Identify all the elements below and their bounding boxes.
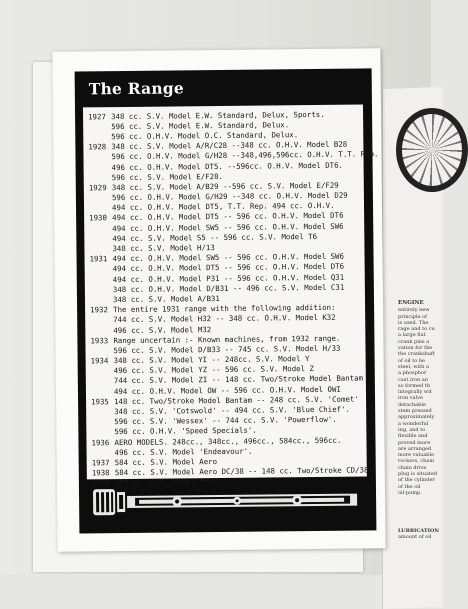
range-row-text: 496 cc. S.V. Model M32 [113,323,366,335]
range-row-text: 596 cc. S.V. 'Wessex' -- 744 cc. S.V. 'Powerflow'. [114,415,367,427]
range-row-year: 1927 [88,112,111,121]
range-row-year: 1936 [91,438,114,447]
range-row-text: 596 cc. S.V. Model E.W. Standard, Delux. [111,119,364,131]
range-row-year: 1931 [90,254,113,263]
facing-page-line: rage and to cu [398,326,438,332]
facing-page-line: flexible and [398,433,438,439]
facing-page-line: plug is situated [398,471,438,477]
range-row-text: 496 cc. S.V. Model YZ -- 596 cc. S.V. Model Z [114,364,367,376]
facing-footer-heading: LUBRICATION [398,528,438,534]
facing-page-line: integrally wit [398,389,438,395]
range-list [88,108,368,488]
facing-page-line: vation for the [398,345,438,351]
facing-page-line: proved more [398,440,438,446]
range-row-year: 1934 [91,356,114,365]
facing-page-line: rockers, chain [398,458,438,464]
range-row-text: 744 cc. S.V. Model ZI -- 148 cc. Two/Stroke Model Bantam [114,374,367,386]
motorcycle-wheel-illustration [396,108,468,192]
facing-page-line: principle of [398,314,438,320]
range-row-text: 494 cc. O.H.V. Model SW5 -- 596 cc. O.H.V. Model SW6 [113,252,366,264]
facing-page-line: a phosphor [398,370,438,376]
range-row-text: 596 cc. O.H.V. 'Speed Specials'. [114,425,367,437]
range-row-text: 494 cc. O.H.V. Model P31 -- 596 cc. O.H.V. Model Q31 [113,272,366,284]
range-row-text: 348 cc. S.V. 'Cotswold' -- 494 cc. S.V. 'Blue Chief'. [114,404,367,416]
range-row-year: 1937 [92,458,115,467]
facing-page-line: stem pressed [398,408,438,414]
facing-page-line: oil-pump. [398,490,438,496]
page-frame [75,68,377,533]
page-title: The Range [89,78,184,98]
range-row-text: 494 cc. O.H.V. Model SW5 -- 596 cc. O.H.V. Model SW6 [112,221,365,233]
facing-page-line: the crankshaft [398,351,438,357]
range-row-text: 148 cc. Two/Stroke Model Bantam -- 248 cc. S.V. 'Comet' [114,394,367,406]
facing-page-line: steel, with a [398,364,438,370]
facing-page-line: entirely new [398,307,438,313]
range-row-text: 596 cc. O.H.V. Model G/H28 --348,496,596cc. O.H.V. T.T. Rep. [111,150,378,162]
facing-page-line: chain drive [398,465,438,471]
range-list-panel [83,104,367,479]
facing-page-line: a wonderful [398,421,438,427]
facing-page-line: crank pins a [398,339,438,345]
range-row-text: AERO MODELS. 248cc., 348cc., 496cc., 584cc., 596cc. [114,435,367,447]
range-row-year: 1930 [89,214,112,223]
engine-parts-illustration [87,480,367,521]
range-row-text: 596 cc. S.V. Model D/B33 -- 745 cc. S.V. Model H/33 [113,343,366,355]
range-row-text: 494 cc. O.H.V. Model DT5, T.T. Rep. 494 cc. O.H.V. [112,201,365,213]
range-row-text: 596 cc. S.V. Model E/F28. [112,170,365,182]
facing-page-line: cast iron an [398,377,438,383]
facing-page-line: iron valve [398,395,438,401]
facing-page-line: ing, and to [398,427,438,433]
facing-page-heading: ENGINE [398,300,438,306]
facing-page-line: detachable [398,402,438,408]
range-row-text: 348 cc. S.V. Model A/B31 [113,292,366,304]
range-row-text: 596 cc. O.H.V. Model O.C. Standard, Delux. [111,129,364,141]
range-row-text: 494 cc. O.H.V. Model OW -- 596 cc. O.H.V. Model OWI [114,384,367,396]
facing-page-footer [398,528,438,540]
facing-page-lines [398,307,438,496]
facing-page-line: so formed th [398,383,438,389]
range-row-text: 494 cc. S.V. Model S5 -- 596 cc. S.V. Model T6 [112,231,365,243]
facing-page-line: are arranged [398,446,438,452]
range-row-year: 1938 [92,468,115,477]
facing-page-line: of the oil [398,484,438,490]
range-row-text: 494 cc. O.H.V. Model DT5 -- 596 cc. O.H.V. Model DT6 [112,211,365,223]
range-row-text: 348 cc. S.V. Model A/R/C28 --348 cc. O.H.V. Model B28 [111,140,364,152]
range-row-text: 584 cc. S.V. Model Aero [115,455,368,467]
facing-page-line: a large flat [398,332,438,338]
range-row-text: 348 cc. S.V. Model YI -- 248cc. S.V. Model Y [114,354,367,366]
range-row-text: 348 cc. O.H.V. Model D/B31 -- 496 cc. S.V. Model C31 [113,282,366,294]
facing-page-line: is used. The [398,320,438,326]
facing-page-text [398,300,438,496]
range-row-text: 348 cc. S.V. Model H/13 [112,241,365,253]
range-row-year: 1929 [89,183,112,192]
facing-page-line: more valuable [398,452,438,458]
booklet-page [52,48,385,551]
range-row-text: 596 cc. O.H.V. Model G/H29 --348 cc. O.H.V. Model D29 [112,191,365,203]
range-row-text: 494 cc. O.H.V. Model DT5 -- 596 cc. O.H.V. Model DT6 [113,262,366,274]
range-row-text: 496 cc. S.V. Model 'Endeavour'. [115,445,368,457]
range-row-text: 744 cc. S.V. Model H32 -- 348 cc. O.H.V. Model K32 [113,313,366,325]
machine-illustration-strip [87,480,367,521]
facing-footer-line: amount of oil [398,534,438,540]
range-row-text: 348 cc. S.V. Model A/B29 --596 cc. S.V. Model E/F29 [112,180,365,192]
range-row-year: 1933 [90,336,113,345]
facing-page-line: of the cylinder [398,477,438,483]
range-row-text: 584 cc. S.V. Model Aero DC/38 -- 148 cc. Two/Stroke CD/38 [115,466,369,478]
range-row-text: The entire 1931 range with the following addition: [113,303,366,315]
range-row-year: 1935 [91,397,114,406]
range-row-text: 496 cc. O.H.V. Model DT5. --596cc. O.H.V. Model DT6. [112,160,365,172]
range-row-year: 1932 [90,305,113,314]
facing-page-line: approximately [398,414,438,420]
range-row-text: Range uncertain :- Known machines, from 1932 range. [113,333,366,345]
range-row-text: 348 cc. S.V. Model E.W. Standard, Delux, Sports. [111,109,364,121]
facing-page-line: of oil to be [398,358,438,364]
range-row-year: 1928 [88,142,111,151]
